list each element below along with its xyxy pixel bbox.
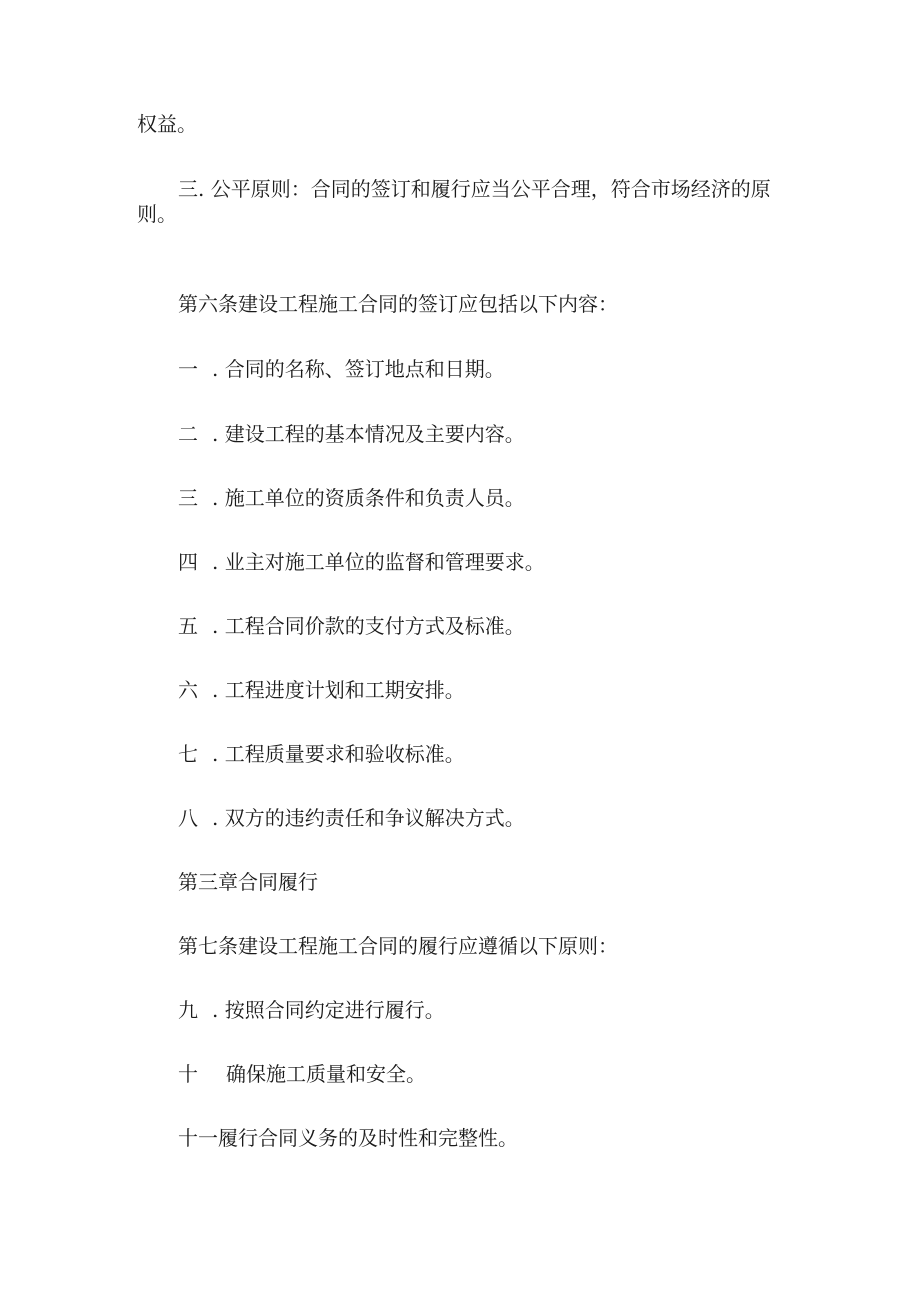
list-item-number: 八	[178, 806, 198, 830]
list-item	[178, 804, 525, 832]
chapter-3-heading: 第三章合同履行	[178, 870, 318, 894]
list-item-text: . 合同的名称、签订地点和日期。	[212, 357, 505, 381]
list-item	[178, 1060, 426, 1088]
article-7-heading: 第七条建设工程施工合同的履行应遵循以下原则：	[178, 934, 618, 958]
principle-3-line2: 则。	[137, 202, 177, 226]
list-item-number: 七	[178, 742, 198, 766]
list-item-text: . 双方的违约责任和争议解决方式。	[212, 806, 525, 830]
list-item-text: . 按照合同约定进行履行。	[212, 998, 445, 1022]
list-item-number: 九	[178, 998, 198, 1022]
list-item-text: 确保施工质量和安全。	[226, 1062, 426, 1086]
continuation-text: 权益。	[137, 112, 197, 136]
list-item-text: . 建设工程的基本情况及主要内容。	[212, 422, 525, 446]
list-item	[178, 484, 525, 512]
list-item-text: . 业主对施工单位的监督和管理要求。	[212, 550, 545, 574]
list-item-number: 四	[178, 550, 198, 574]
list-item-text: . 工程合同价款的支付方式及标准。	[212, 614, 525, 638]
list-item-text: . 工程进度计划和工期安排。	[212, 678, 465, 702]
list-item	[178, 420, 525, 448]
list-item	[178, 1124, 518, 1152]
list-item-text: 履行合同义务的及时性和完整性。	[218, 1126, 518, 1150]
list-item	[178, 740, 465, 768]
list-item-text: . 施工单位的资质条件和负责人员。	[212, 486, 525, 510]
list-item-number: 十	[178, 1062, 198, 1086]
article-6-heading: 第六条建设工程施工合同的签订应包括以下内容：	[178, 292, 618, 316]
list-item	[178, 996, 445, 1024]
list-item-number: 一	[178, 357, 198, 381]
principle-3-line1: 三. 公平原则：合同的签订和履行应当公平合理，符合市场经济的原	[178, 177, 771, 201]
list-item-number: 六	[178, 678, 198, 702]
list-item-number: 二	[178, 422, 198, 446]
list-item	[178, 676, 465, 704]
list-item	[178, 548, 545, 576]
list-item	[178, 612, 525, 640]
list-item-number: 五	[178, 614, 198, 638]
list-item	[178, 355, 505, 383]
list-item-number: 三	[178, 486, 198, 510]
list-item-text: . 工程质量要求和验收标准。	[212, 742, 465, 766]
list-item-number: 十一	[178, 1126, 218, 1150]
